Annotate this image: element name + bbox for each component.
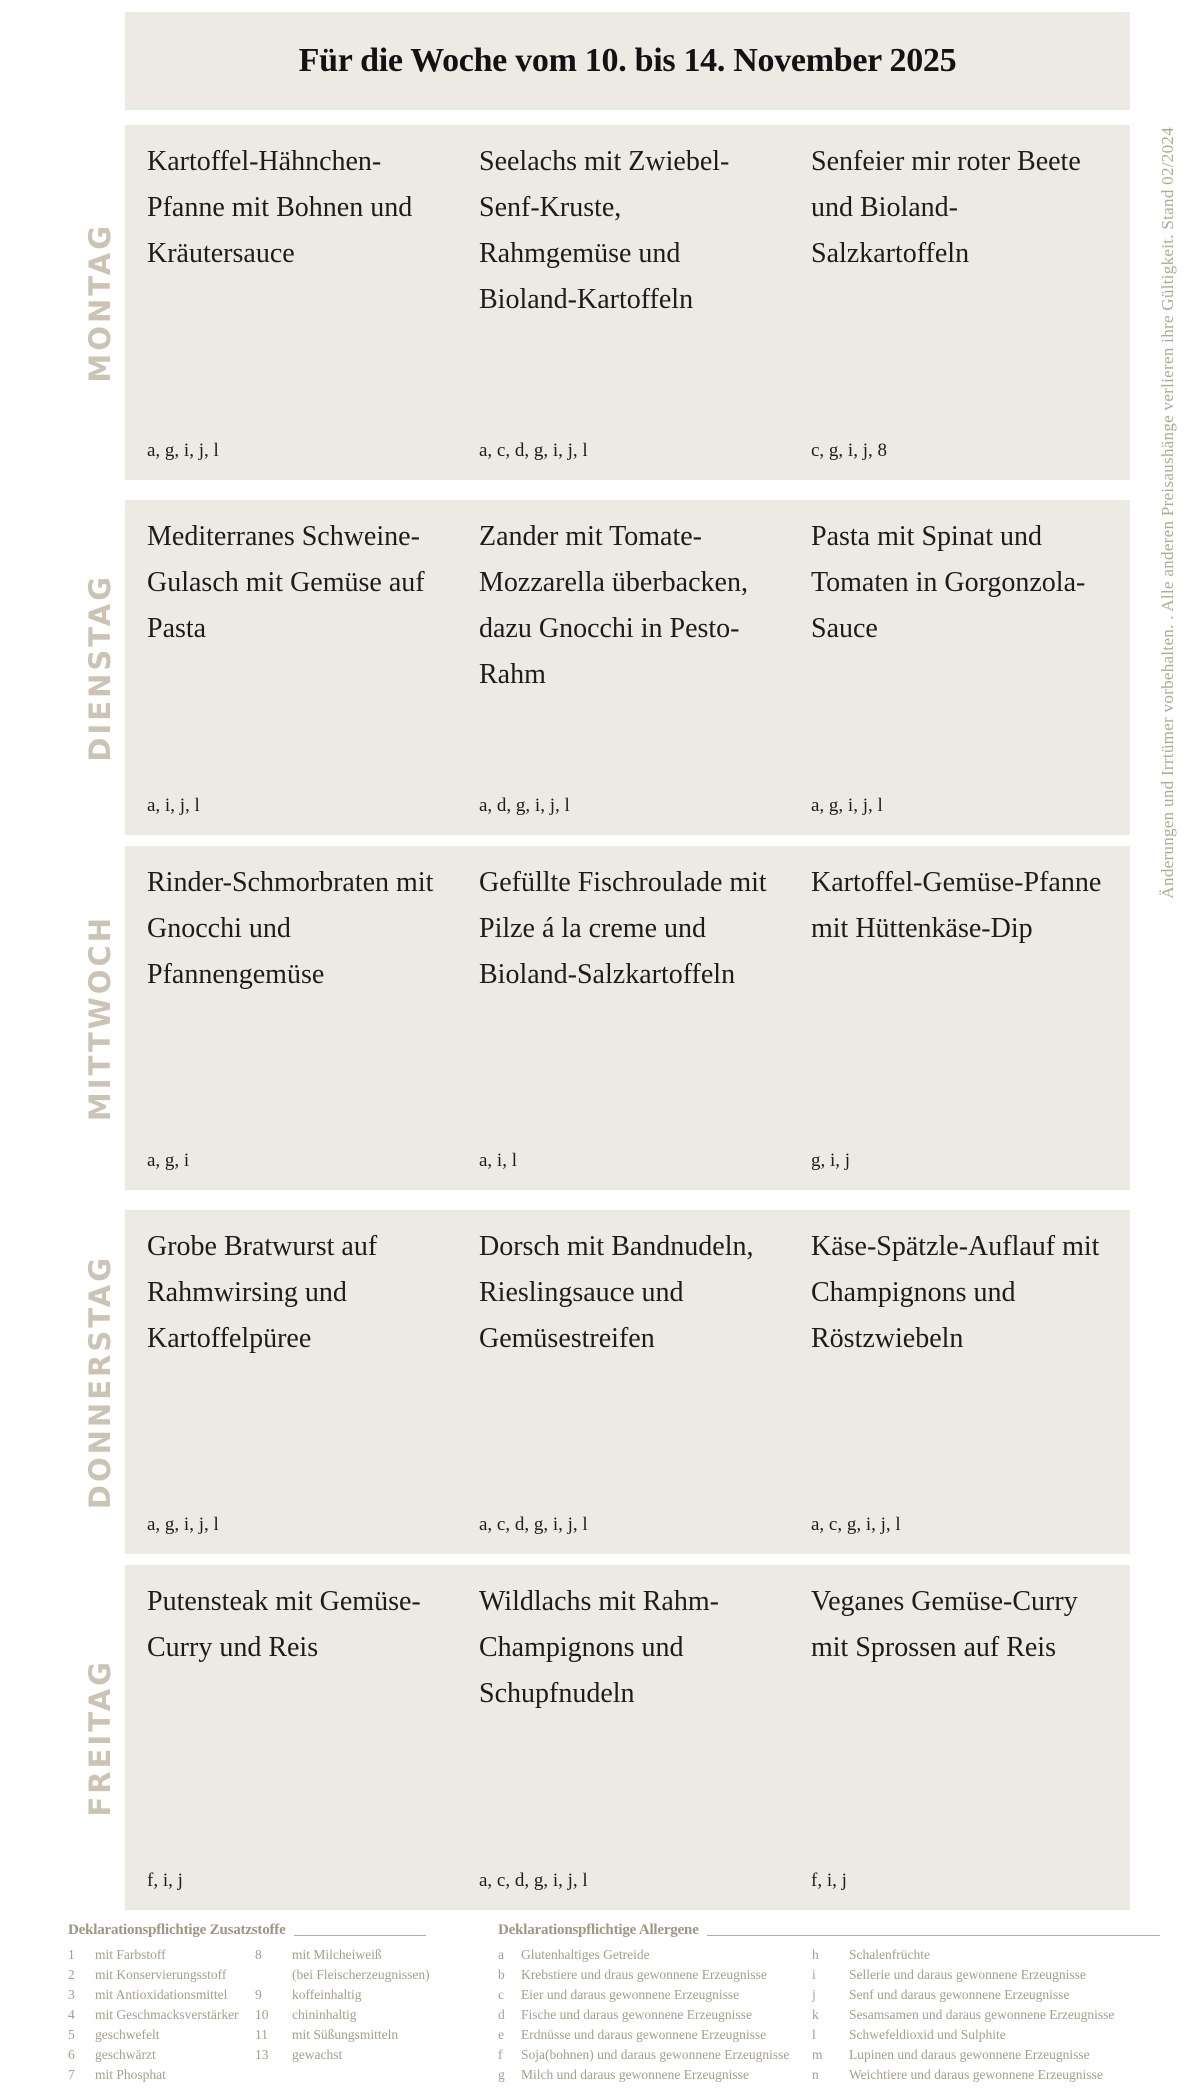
legend-item-label: Milch und daraus gewonnene Erzeugnisse [521, 2067, 749, 2082]
legend-item-label: Schwefeldioxid und Sulphite [849, 2027, 1006, 2042]
side-note: Änderungen und Irrtümer vorbehalten. . Alle anderen Preisaushänge verlieren ihre Gültigkeit. Stand 02/2024 [1158, 127, 1177, 899]
legend-item-code: m [812, 2047, 823, 2062]
legend-item [812, 2065, 1160, 2085]
legend-item-label: (bei Fleischerzeugnissen) [292, 1967, 430, 1982]
legend-item [68, 1945, 255, 1965]
meal-cell [811, 139, 1111, 462]
meal-cell [147, 514, 447, 817]
allergen-codes: a, i, j, l [147, 795, 200, 816]
meal-cell [479, 514, 779, 817]
legend-item [812, 1945, 1160, 1965]
legend-item-code: 5 [68, 2027, 75, 2042]
legend-item-label: Senf und daraus gewonnene Erzeugnisse [849, 1987, 1070, 2002]
legend-item-label: Schalenfrüchte [849, 1947, 930, 1962]
legend-additives-title: Deklarationspflichtige Zusatzstoffe [68, 1922, 286, 1938]
legend-item [498, 2045, 812, 2065]
legend-item [68, 2065, 255, 2085]
day-row-donnerstag [0, 1210, 1200, 1554]
day-label-strip [0, 846, 125, 1190]
legend-item-code: j [812, 1987, 816, 2002]
legend-item-code: a [498, 1947, 504, 1962]
allergen-codes: c, g, i, j, 8 [811, 440, 887, 461]
day-label: DIENSTAG [83, 573, 117, 762]
allergens-col-1 [498, 1945, 812, 2085]
legend-item-code: k [812, 2007, 819, 2022]
meal-cell [479, 139, 779, 462]
legend-item [812, 1965, 1160, 1985]
legend-item-code: e [498, 2027, 504, 2042]
legend-item [68, 1985, 255, 2005]
legend-item-label: Weichtiere und daraus gewonnene Erzeugnisse [849, 2067, 1103, 2082]
allergen-codes: a, c, d, g, i, j, l [479, 1870, 588, 1891]
dish-text: Grobe Bratwurst auf Rahmwirsing und Kartoffelpüree [147, 1231, 378, 1354]
additives-col-2 [255, 1945, 498, 2085]
legend-item-code: 11 [255, 2027, 268, 2042]
menu-poster [0, 12, 1200, 2100]
day-label-strip [0, 125, 125, 480]
day-row-dienstag [0, 500, 1200, 835]
legend-item-code [255, 1965, 292, 1985]
legend-rule [294, 1935, 426, 1936]
allergen-codes: a, g, i, j, l [147, 440, 219, 461]
dish-text: Veganes Gemüse-Curry mit Sprossen auf Reis [811, 1586, 1078, 1663]
legend-item [255, 2025, 498, 2045]
dish-text: Mediterranes Schweine-Gulasch mit Gemüse auf Pasta [147, 521, 425, 644]
meal-cell [147, 860, 447, 1172]
dish-text: Käse-Spätzle-Auflauf mit Champignons und Röstzwiebeln [811, 1231, 1100, 1354]
day-card [125, 1565, 1130, 1910]
legend-item-code: 9 [255, 1987, 262, 2002]
dish-text: Senfeier mir roter Beete und Bioland-Salzkartoffeln [811, 146, 1081, 269]
meal-cell [147, 1579, 447, 1892]
meal-cell [479, 1224, 779, 1536]
legend-item-label: Sesamsamen und daraus gewonnene Erzeugnisse [849, 2007, 1115, 2022]
day-label-strip [0, 1565, 125, 1910]
legend-item-code: 3 [68, 1987, 75, 2002]
meal-cell [811, 860, 1111, 1172]
day-label: DONNERSTAG [83, 1254, 117, 1510]
legend-item [68, 2005, 255, 2025]
legend-item-label: Sellerie und daraus gewonnene Erzeugnisse [849, 1967, 1086, 1982]
legend-item-code: 2 [68, 1967, 75, 1982]
legend-item-code: b [498, 1967, 505, 1982]
day-row-freitag [0, 1565, 1200, 1910]
allergen-codes: g, i, j [811, 1150, 851, 1171]
dish-text: Pasta mit Spinat und Tomaten in Gorgonzola-Sauce [811, 521, 1086, 644]
meal-cell [811, 514, 1111, 817]
legend-item-code: c [498, 1987, 504, 2002]
legend-item-label: Lupinen und daraus gewonnene Erzeugnisse [849, 2047, 1090, 2062]
allergen-codes: a, g, i, j, l [811, 795, 883, 816]
legend-item [498, 1985, 812, 2005]
legend-item-label: mit Geschmacksverstärker [95, 2007, 239, 2022]
dish-text: Seelachs mit Zwiebel-Senf-Kruste, Rahmgemüse und Bioland-Kartoffeln [479, 146, 730, 315]
legend-item-code: i [812, 1967, 816, 1982]
dish-text: Wildlachs mit Rahm-Champignons und Schupfnudeln [479, 1586, 719, 1709]
legend-item-label: geschwefelt [95, 2027, 160, 2042]
dish-text: Rinder-Schmorbraten mit Gnocchi und Pfannengemüse [147, 867, 434, 990]
legend-item-code: 13 [255, 2047, 269, 2062]
allergen-codes: a, d, g, i, j, l [479, 795, 570, 816]
legend-item-code: f [498, 2047, 503, 2062]
legend-item-label: Eier und daraus gewonnene Erzeugnisse [521, 1987, 740, 2002]
day-label: FREITAG [83, 1658, 117, 1817]
legend-item [68, 2045, 255, 2065]
legend-allergens-title: Deklarationspflichtige Allergene [498, 1922, 699, 1938]
meal-cell [811, 1579, 1111, 1892]
legend-item-code: g [498, 2067, 505, 2082]
day-card [125, 846, 1130, 1190]
legend-item-code: n [812, 2067, 819, 2082]
allergen-codes: a, i, l [479, 1150, 517, 1171]
legend-item-label: gewachst [292, 2047, 343, 2062]
meal-cell [147, 1224, 447, 1536]
legend-item [812, 1985, 1160, 2005]
day-card [125, 500, 1130, 835]
legend-item-label: Fische und daraus gewonnene Erzeugnisse [521, 2007, 752, 2022]
legend-allergens-header [498, 1922, 1160, 1939]
legend-item-label: mit Antioxidationsmittel [95, 1987, 228, 2002]
day-label: MITTWOCH [83, 914, 117, 1122]
legend-item-label: Soja(bohnen) und daraus gewonnene Erzeugnisse [521, 2047, 790, 2062]
legend-item-label: geschwärzt [95, 2047, 156, 2062]
legend-item-label: Erdnüsse und daraus gewonnene Erzeugnisse [521, 2027, 767, 2042]
legend-item [255, 1965, 498, 1985]
page-title: Für die Woche vom 10. bis 14. November 2025 [298, 42, 957, 79]
legend-item [498, 1945, 812, 1965]
day-card [125, 125, 1130, 480]
day-label-strip [0, 1210, 125, 1554]
additives-col-1 [68, 1945, 255, 2085]
dish-text: Zander mit Tomate-Mozzarella überbacken, dazu Gnocchi in Pesto-Rahm [479, 521, 748, 690]
meal-cell [811, 1224, 1111, 1536]
day-row-montag [0, 125, 1200, 480]
legend-item [68, 1965, 255, 1985]
legend-item-label: Glutenhaltiges Getreide [521, 1947, 650, 1962]
legend-item [498, 1965, 812, 1985]
dish-text: Gefüllte Fischroulade mit Pilze á la creme und Bioland-Salzkartoffeln [479, 867, 767, 990]
day-label-strip [0, 500, 125, 835]
legend-item [498, 2065, 812, 2085]
legend-item [255, 2005, 498, 2025]
allergen-codes: a, g, i [147, 1150, 190, 1171]
legend-item-label: mit Farbstoff [95, 1947, 166, 1962]
legend-allergens [498, 1922, 1160, 2085]
legend-item [255, 1985, 498, 2005]
meal-cell [479, 1579, 779, 1892]
legend-item-label: mit Konservierungsstoff [95, 1967, 227, 1982]
legend-item-label: Krebstiere und draus gewonnene Erzeugnisse [521, 1967, 767, 1982]
legend-item-code: 8 [255, 1947, 262, 1962]
allergens-col-2 [812, 1945, 1160, 2085]
legend-item [255, 1945, 498, 1965]
legend-item-code: 6 [68, 2047, 75, 2062]
legend-item [255, 2045, 498, 2065]
dish-text: Putensteak mit Gemüse-Curry und Reis [147, 1586, 421, 1663]
meal-cell [147, 139, 447, 462]
legend-additives-header [68, 1922, 498, 1939]
allergen-codes: f, i, j [147, 1870, 183, 1891]
legend-item [498, 2005, 812, 2025]
meal-cell [479, 860, 779, 1172]
legend-item [812, 2045, 1160, 2065]
legend-item-label: koffeinhaltig [292, 1987, 362, 2002]
allergen-codes: f, i, j [811, 1870, 847, 1891]
legend-item-code: d [498, 2007, 505, 2022]
legend-item-code: h [812, 1947, 819, 1962]
legend-rule [707, 1935, 1160, 1936]
allergen-codes: a, c, d, g, i, j, l [479, 1514, 588, 1535]
dish-text: Kartoffel-Hähnchen-Pfanne mit Bohnen und Kräutersauce [147, 146, 413, 269]
day-label: MONTAG [83, 222, 117, 383]
legend-item [812, 2025, 1160, 2045]
legend-item-code: 4 [68, 2007, 75, 2022]
legend-item-code: 1 [68, 1947, 75, 1962]
legend-item-code: l [812, 2027, 816, 2042]
dish-text: Dorsch mit Bandnudeln, Rieslingsauce und Gemüsestreifen [479, 1231, 754, 1354]
legend-additives [68, 1922, 498, 2085]
dish-text: Kartoffel-Gemüse-Pfanne mit Hüttenkäse-Dip [811, 867, 1102, 944]
legend-item [812, 2005, 1160, 2025]
allergen-codes: a, c, d, g, i, j, l [479, 440, 588, 461]
legend [68, 1922, 1160, 2085]
allergen-codes: a, c, g, i, j, l [811, 1514, 901, 1535]
header-card [125, 12, 1130, 110]
legend-item-code: 10 [255, 2007, 269, 2022]
legend-item-label: chininhaltig [292, 2007, 357, 2022]
day-row-mittwoch [0, 846, 1200, 1190]
legend-item-label: mit Phosphat [95, 2067, 166, 2082]
legend-item [498, 2025, 812, 2045]
day-card [125, 1210, 1130, 1554]
legend-item-code: 7 [68, 2067, 75, 2082]
legend-item [68, 2025, 255, 2045]
legend-item-label: mit Milcheiweiß [292, 1947, 382, 1962]
allergen-codes: a, g, i, j, l [147, 1514, 219, 1535]
legend-item-label: mit Süßungsmitteln [292, 2027, 399, 2042]
